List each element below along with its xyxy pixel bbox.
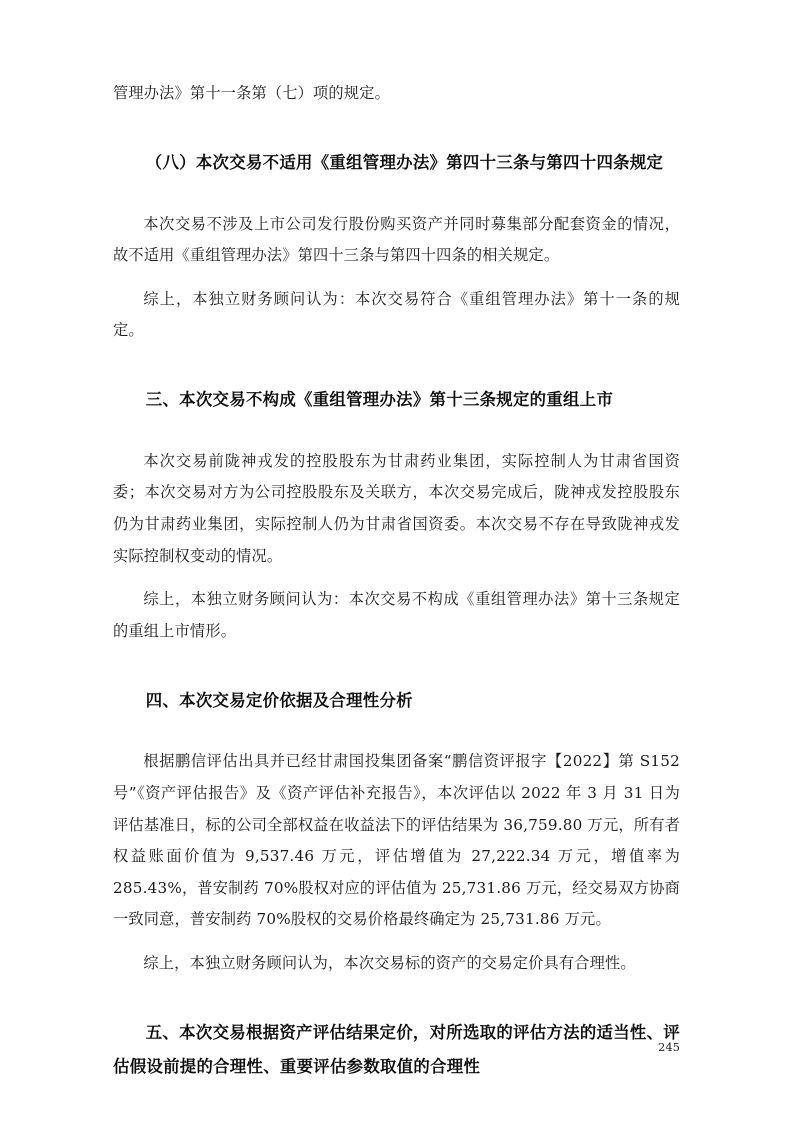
spacer: [113, 980, 680, 1000]
paragraph-body: 本次交易前陇神戎发的控股股东为甘肃药业集团，实际控制人为甘肃省国资委；本次交易对方为公司控股股东及关联方，本次交易完成后，陇神戎发控股股东仍为甘肃药业集团，实际控制人仍为甘肃省国资委。本次交易不存在导致陇神戎发实际控制权变动的情况。: [113, 451, 680, 565]
spacer: [113, 434, 680, 446]
page-number: 245: [658, 1040, 680, 1054]
section-heading-3: 三、本次交易不构成《重组管理办法》第十三条规定的重组上市: [145, 390, 614, 410]
spacer: [113, 648, 680, 668]
spacer: [113, 197, 680, 209]
paragraph-conclusion: 综上，本独立财务顾问认为，本次交易标的资产的交易定价具有合理性。: [143, 954, 636, 973]
spacer: [113, 110, 680, 130]
paragraph-continuation: 管理办法》第十一条第（七）项的规定。: [113, 84, 390, 102]
spacer: [113, 936, 680, 948]
paragraph-conclusion: 综上，本独立财务顾问认为：本次交易符合《重组管理办法》第十一条的规定。: [113, 289, 680, 340]
page-content: [113, 78, 680, 1101]
spacer: [113, 572, 680, 584]
section-heading-4: 四、本次交易定价依据及合理性分析: [145, 690, 413, 710]
spacer: [113, 734, 680, 746]
spacer: [113, 272, 680, 284]
paragraph-valuation: 根据鹏信评估出具并已经甘肃国投集团备案“鹏信资评报字【2022】第 S152 号”《资产评估报告》及《资产评估补充报告》，本次评估以 2022 年 3 月 31 日为评估基准日，标的公司全部权益在收益法下的评估结果为 36,759.80 万元，所有者权益账面价值为 9,537.46 万元，评估增值为 27,222.34 万元，增值率为 285.43%，普安制药 70%股权对应的评估值为 25,731.86 万元，经交易双方协商一致同意，普安制药 70%股权的交易价格最终确定为 25,731.86 万元。: [113, 752, 680, 929]
paragraph-conclusion: 综上，本独立财务顾问认为：本次交易不构成《重组管理办法》第十三条规定的重组上市情形。: [113, 590, 680, 640]
spacer: [113, 347, 680, 367]
section-heading-8: （八）本次交易不适用《重组管理办法》第四十三条与第四十四条规定: [145, 153, 664, 172]
section-heading-5: 五、本次交易根据资产评估结果定价，对所选取的评估方法的适当性、评估假设前提的合理性、重要评估参数取值的合理性: [113, 1023, 680, 1077]
paragraph-body: 本次交易不涉及上市公司发行股份购买资产并同时募集部分配套资金的情况，故不适用《重组管理办法》第四十三条与第四十四条的相关规定。: [113, 214, 680, 265]
